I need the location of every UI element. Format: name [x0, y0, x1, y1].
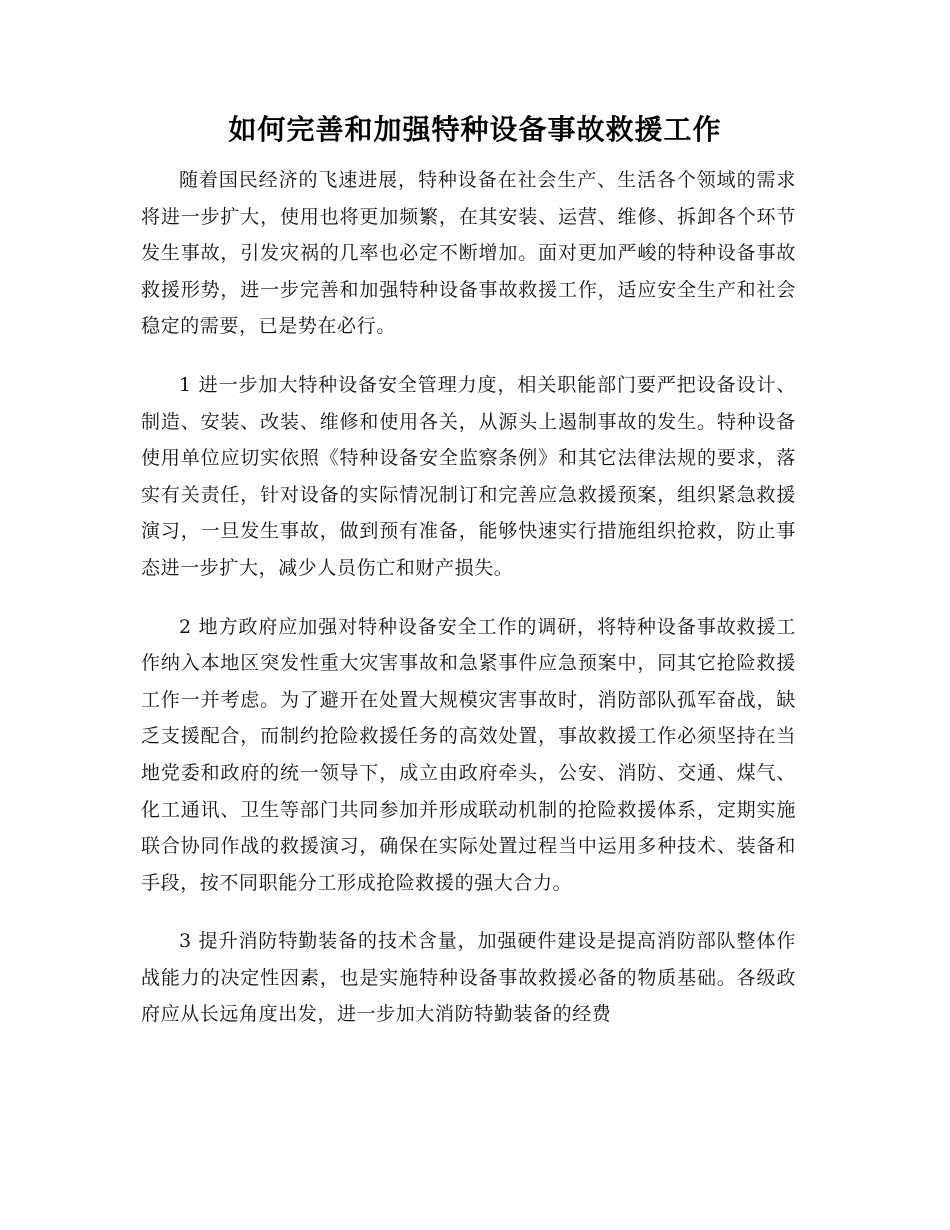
- paragraph-point-3: 3 提升消防特勤装备的技术含量，加强硬件建设是提高消防部队整体作战能力的决定性因素，也是实施特种设备事故救援必备的物质基础。各级政府应从长远角度出发，进一步加大消防特勤装备的经费: [141, 930, 796, 1026]
- paragraph-intro: 随着国民经济的飞速进展，特种设备在社会生产、生活各个领域的需求将进一步扩大，使用也将更加频繁，在其安装、运营、维修、拆卸各个环节发生事故，引发灾祸的几率也必定不断增加。面对更加严峻的特种设备事故救援形势，进一步完善和加强特种设备事故救援工作，适应安全生产和社会稳定的需要，已是势在必行。: [141, 169, 796, 338]
- paragraph-point-1: 1 进一步加大特种设备安全管理力度，相关职能部门要严把设备设计、制造、安装、改装、维修和使用各关，从源头上遏制事故的发生。特种设备使用单位应切实依照《特种设备安全监察条例》和其它法律法规的要求，落实有关责任，针对设备的实际情况制订和完善应急救援预案，组织紧急救援演习，一旦发生事故，做到预有准备，能够快速实行措施组织抢救，防止事态进一步扩大，减少人员伤亡和财产损失。: [141, 373, 796, 579]
- document-body: [141, 162, 796, 1055]
- document-title: 如何完善和加强特种设备事故救援工作: [228, 113, 722, 146]
- paragraph-point-2: 2 地方政府应加强对特种设备安全工作的调研，将特种设备事故救援工作纳入本地区突发性重大灾害事故和急紧事件应急预案中，同其它抢险救援工作一并考虑。为了避开在处置大规模灾害事故时，消防部队孤军奋战，缺乏支援配合，而制约抢险救援任务的高效处置，事故救援工作必须坚持在当地党委和政府的统一领导下，成立由政府牵头，公安、消防、交通、煤气、化工通讯、卫生等部门共同参加并形成联动机制的抢险救援体系，定期实施联合协同作战的救援演习，确保在实际处置过程当中运用多种技术、装备和手段，按不同职能分工形成抢险救援的强大合力。: [141, 615, 796, 894]
